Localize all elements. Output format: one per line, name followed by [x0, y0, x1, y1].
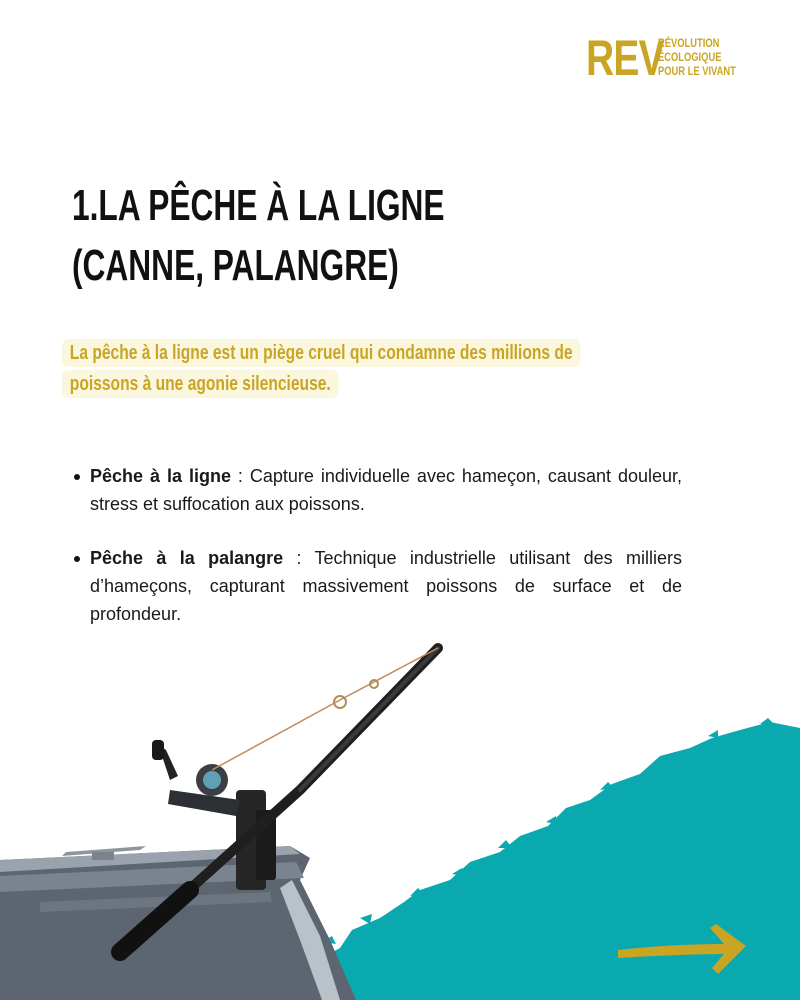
bullet-term: Pêche à la palangre	[90, 548, 284, 568]
bullet-list	[70, 462, 682, 654]
logo-tagline	[658, 36, 736, 78]
bullet-text: : Capture individuelle avec hameçon, causant douleur, stress et suffocation aux poissons.	[90, 466, 683, 514]
list-item	[70, 544, 682, 628]
bullet-term: Pêche à la ligne	[90, 466, 231, 486]
arrow-right-icon[interactable]	[612, 922, 752, 982]
highlight-quote-text: La pêche à la ligne est un piège cruel qui condamne des millions de poissons à une agonie silencieuse.	[62, 339, 580, 398]
fishing-rod-illustration	[0, 640, 460, 1000]
logo-line: POUR LE VIVANT	[658, 64, 736, 78]
page-title: 1.LA PÊCHE À LA LIGNE (CANNE, PALANGRE)	[72, 181, 445, 290]
rev-logo	[586, 30, 758, 86]
bullet-text: : Technique industrielle utilisant des milliers d’hameçons, capturant massivement poissons de surface et de profondeur.	[90, 548, 682, 624]
list-item	[70, 462, 682, 518]
highlight-quote	[62, 338, 577, 400]
logo-line: RÉVOLUTION	[658, 36, 720, 50]
logo-mark: REV	[586, 30, 664, 86]
logo-line: ÉCOLOGIQUE	[658, 50, 722, 64]
